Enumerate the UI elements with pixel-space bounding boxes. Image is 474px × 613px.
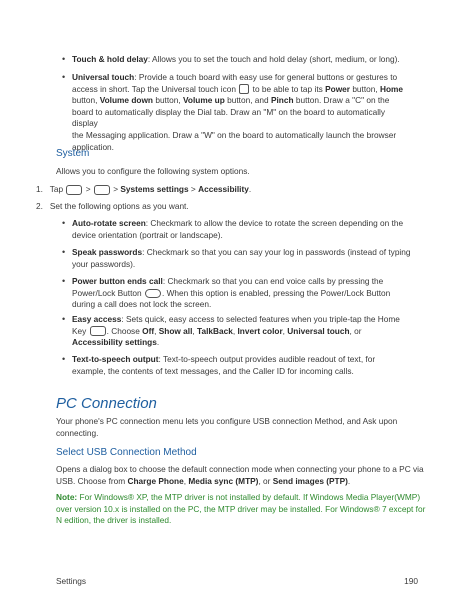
note	[56, 492, 426, 527]
description: button,	[352, 83, 378, 94]
menu-key-icon	[94, 185, 110, 195]
term: Home	[380, 83, 404, 94]
description: Your phone's PC connection menu lets you configure USB connection Method, and Ask upon	[56, 416, 398, 426]
term: Charge Phone	[127, 475, 184, 486]
description: : Provide a touch board with easy use for general buttons or gestures to	[134, 72, 398, 82]
bullet-touch-hold-delay	[62, 54, 412, 66]
description: button,	[155, 95, 181, 106]
bullet-dot: •	[62, 276, 66, 286]
bullet-dot: •	[62, 54, 66, 64]
step-number: 2.	[36, 201, 43, 211]
description: : Allows you to set the touch and hold delay (short, medium, or long).	[147, 54, 400, 64]
term: Power button ends call	[72, 276, 163, 286]
footer-page-number: 190	[404, 576, 418, 586]
term: Text-to-speech output	[72, 354, 159, 364]
description: . Choose	[106, 325, 140, 336]
power-lock-button-icon	[145, 289, 161, 298]
description: your passwords).	[72, 258, 136, 269]
step-2	[36, 201, 189, 213]
term: Invert color	[237, 325, 283, 336]
step-text: Tap	[49, 184, 64, 194]
bullet-dot: •	[62, 354, 66, 364]
note-label: Note:	[56, 492, 78, 502]
description: example, the contents of text messages, and the Caller ID for incoming calls.	[72, 365, 354, 376]
term: Universal touch	[287, 325, 350, 336]
section-heading-pc-connection: PC Connection	[56, 395, 157, 412]
option-text-to-speech	[62, 354, 412, 377]
term: Auto-rotate screen	[72, 218, 146, 228]
term: Volume down	[99, 95, 154, 106]
description: access in short. Tap the Universal touch icon	[72, 83, 237, 94]
description: Power/Lock Button	[72, 287, 142, 298]
description: , or	[349, 325, 362, 336]
note-text: For Windows® XP, the MTP driver is not installed by default. If Windows Media Player(WMP)	[79, 492, 421, 502]
bullet-dot: •	[62, 218, 66, 228]
description: : Sets quick, easy access to selected features when you triple-tap the Home	[121, 314, 400, 324]
system-intro: Allows you to configure the following system options.	[56, 166, 250, 176]
note-text: N edition, the driver is installed.	[56, 515, 172, 526]
description: button. Draw a "C" on the	[295, 95, 390, 106]
term: Show all	[158, 325, 193, 336]
note-text: over version 10.x is installed on the PC, the MTP driver may be installed. For Windows® 7 except for	[56, 503, 426, 514]
step-text: >	[190, 184, 196, 194]
description: : Checkmark so that you can end voice calls by pressing the	[162, 276, 384, 286]
term: Volume up	[183, 95, 225, 106]
section-heading-system: System	[56, 148, 90, 159]
description: : Text-to-speech output provides audible readout of text, for	[158, 354, 376, 364]
menu-path: Accessibility	[198, 184, 249, 194]
description: the Messaging application. Draw a "W" on the board to automatically launch the browser	[72, 129, 397, 140]
option-auto-rotate	[62, 218, 412, 241]
description: ,	[232, 325, 236, 336]
bullet-dot: •	[62, 72, 66, 82]
bullet-dot: •	[62, 247, 66, 257]
term: Speak passwords	[72, 247, 143, 257]
option-easy-access	[62, 314, 412, 349]
description: .	[347, 475, 351, 486]
option-power-button-ends-call	[62, 276, 412, 311]
footer-section-name: Settings	[56, 576, 86, 586]
term: Off	[142, 325, 155, 336]
description: button, and	[227, 95, 269, 106]
description: : Checkmark to allow the device to rotate the screen depending on the	[145, 218, 404, 228]
term: Accessibility settings	[72, 337, 157, 348]
home-key-icon	[66, 185, 82, 195]
step-text: .	[248, 184, 252, 194]
pc-intro	[56, 416, 426, 439]
description: ,	[282, 325, 285, 336]
description: ,	[192, 325, 195, 336]
term: Media sync (MTP)	[188, 475, 259, 486]
menu-path: Systems settings	[120, 184, 189, 194]
home-key-icon	[90, 326, 106, 336]
step-text: >	[85, 184, 91, 194]
bullet-universal-touch	[62, 72, 412, 153]
step-text: >	[113, 184, 119, 194]
description: .	[156, 337, 160, 348]
description: during a call does not lock the screen.	[72, 299, 212, 310]
description: to be able to tap its	[252, 83, 323, 94]
option-speak-passwords	[62, 247, 412, 270]
description: : Checkmark so that you can say your log in passwords (instead of typing	[142, 247, 411, 257]
term: Pinch	[270, 95, 294, 106]
description: Opens a dialog box to choose the default connection mode when connecting your phone to a PC via	[56, 464, 424, 474]
step-number: 1.	[36, 184, 43, 194]
subheading-usb-connection-method: Select USB Connection Method	[56, 447, 197, 458]
description: application.	[72, 141, 114, 152]
description: Key	[72, 325, 87, 336]
universal-touch-icon	[239, 84, 249, 94]
description: ,	[183, 475, 187, 486]
description: , or	[258, 475, 271, 486]
term: Power	[325, 83, 350, 94]
term: Touch & hold delay	[72, 54, 148, 64]
description: connecting.	[56, 427, 99, 438]
description: . When this option is enabled, pressing the Power/Lock Button	[161, 287, 391, 298]
description: USB. Choose from	[56, 475, 126, 486]
bullet-dot: •	[62, 314, 66, 324]
step-text: Set the following options as you want.	[49, 201, 189, 211]
step-1	[36, 184, 251, 196]
description: device orientation (portrait or landscape).	[72, 229, 223, 240]
term: Send images (PTP)	[272, 475, 348, 486]
term: TalkBack	[197, 325, 233, 336]
term: Universal touch	[72, 72, 135, 82]
description: button,	[72, 95, 98, 106]
description: ,	[154, 325, 157, 336]
term: Easy access	[72, 314, 122, 324]
usb-description	[56, 464, 426, 487]
description: board to automatically display the Dial tab. Draw an "M" on the board to automatically display	[72, 106, 386, 129]
